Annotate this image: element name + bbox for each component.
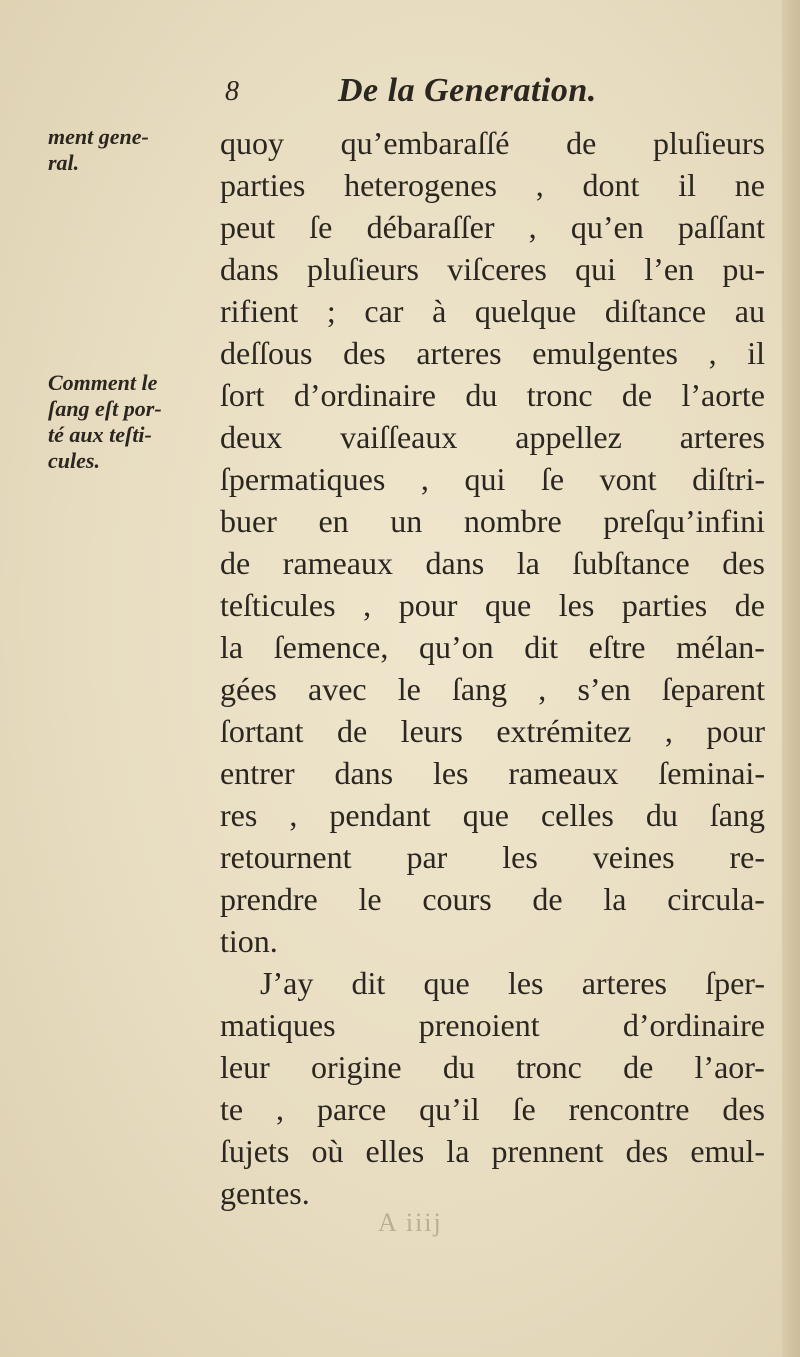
word: les <box>432 755 469 791</box>
text-line <box>220 164 765 206</box>
word: vaiſſeaux <box>340 419 458 455</box>
word: rameaux <box>282 545 393 581</box>
text-line <box>220 752 765 794</box>
word: arteres <box>416 335 502 371</box>
word: il <box>678 167 696 203</box>
word: leurs <box>400 713 463 749</box>
word: des <box>722 545 765 581</box>
word: pu- <box>722 251 765 287</box>
word: du <box>645 797 678 833</box>
word: celles <box>540 797 614 833</box>
word: dit <box>524 629 558 665</box>
word: paſſant <box>677 209 765 245</box>
margin-note-blood <box>48 370 162 474</box>
word: , <box>708 335 717 371</box>
word: s’en <box>577 671 631 707</box>
text-line <box>220 290 765 332</box>
word: de <box>220 545 251 581</box>
text-line <box>220 332 765 374</box>
word: prenoient <box>418 1007 540 1043</box>
word: ſemence, <box>273 629 389 665</box>
text-line <box>220 1088 765 1130</box>
text-line <box>220 1046 765 1088</box>
word: de <box>566 125 597 161</box>
word: mélan- <box>676 629 765 665</box>
word: d’ordinaire <box>293 377 436 413</box>
word: du <box>442 1049 475 1085</box>
word: la <box>446 1133 470 1169</box>
text-line <box>220 458 765 500</box>
running-head <box>220 72 780 122</box>
word: , <box>276 1091 285 1127</box>
word: rifient <box>220 293 299 329</box>
word: entrer <box>220 755 295 791</box>
word: tronc <box>516 1049 582 1085</box>
word: pour <box>398 587 458 623</box>
word: ; <box>326 293 336 329</box>
word: ſang <box>452 671 508 707</box>
word: viſceres <box>447 251 547 287</box>
word: deſſous <box>220 335 313 371</box>
word: qu’il <box>419 1091 480 1127</box>
word: te <box>220 1091 244 1127</box>
text-line <box>220 626 765 668</box>
word: , <box>538 671 547 707</box>
word: car <box>364 293 404 329</box>
word: ſe <box>512 1091 536 1127</box>
word: qu’embaraſſé <box>340 125 510 161</box>
word: teſticules <box>220 587 336 623</box>
text-line <box>220 206 765 248</box>
text-line <box>220 1130 765 1172</box>
word: parce <box>316 1091 387 1127</box>
word: ſeparent <box>661 671 765 707</box>
word: veines <box>592 839 675 875</box>
margin-note-line: Comment le <box>48 370 158 395</box>
word: ſubſtance <box>572 545 690 581</box>
text-line <box>220 416 765 458</box>
word: origine <box>310 1049 402 1085</box>
text-line <box>220 122 765 164</box>
word: , <box>420 461 429 497</box>
word: ſortant <box>220 713 304 749</box>
word: prennent <box>491 1133 604 1169</box>
word: d’ordinaire <box>622 1007 765 1043</box>
word: vont <box>599 461 657 497</box>
word: qui <box>575 251 616 287</box>
word: où <box>311 1133 344 1169</box>
word: qu’on <box>418 629 494 665</box>
word: de <box>337 713 368 749</box>
margin-note-line: ment gene- <box>48 124 149 149</box>
word: retournent <box>220 839 352 875</box>
word: que <box>484 587 532 623</box>
word: re- <box>729 839 765 875</box>
word: dont <box>582 167 640 203</box>
text-line <box>220 542 765 584</box>
word: emul- <box>690 1133 765 1169</box>
word: avec <box>308 671 367 707</box>
text-line <box>220 1172 765 1214</box>
word: leur <box>220 1049 270 1085</box>
word: débaraſſer <box>366 209 495 245</box>
word: tronc <box>526 377 593 413</box>
word: l’aorte <box>681 377 765 413</box>
word: des <box>625 1133 669 1169</box>
word: peut <box>220 209 276 245</box>
word: matiques <box>220 1007 336 1043</box>
word: , <box>664 713 673 749</box>
word: en <box>318 503 349 539</box>
word: pendant <box>329 797 431 833</box>
word: de <box>623 1049 654 1085</box>
word: ſe <box>540 461 565 497</box>
word: la <box>516 545 540 581</box>
text-line <box>220 836 765 878</box>
word: la <box>603 881 627 917</box>
word: tion. <box>220 923 278 959</box>
word: rameaux <box>508 755 619 791</box>
word: un <box>390 503 423 539</box>
word: arteres <box>679 419 765 455</box>
word: l’en <box>644 251 695 287</box>
word: , <box>289 797 298 833</box>
word: au <box>734 293 765 329</box>
word: le <box>358 881 382 917</box>
word: , <box>363 587 372 623</box>
word: parties <box>621 587 708 623</box>
word: des <box>722 1091 765 1127</box>
word: de <box>532 881 563 917</box>
word: dans <box>425 545 485 581</box>
word: quoy <box>220 125 284 161</box>
text-line <box>220 794 765 836</box>
word: du <box>465 377 498 413</box>
word: prendre <box>220 881 318 917</box>
word: que <box>423 965 470 1001</box>
word: il <box>747 335 765 371</box>
word: quelque <box>474 293 577 329</box>
word: pour <box>706 713 765 749</box>
word: de <box>621 377 653 413</box>
word: deux <box>220 419 283 455</box>
page-number: 8 <box>225 76 239 107</box>
word: ne <box>734 167 765 203</box>
word: , <box>528 209 537 245</box>
word: gées <box>220 671 277 707</box>
word: par <box>406 839 448 875</box>
word: dit <box>351 965 386 1001</box>
text-line <box>220 584 765 626</box>
page-edge <box>782 0 800 1357</box>
word: diſtance <box>604 293 707 329</box>
word: pluſieurs <box>306 251 419 287</box>
word: le <box>397 671 421 707</box>
word: extrémitez <box>496 713 632 749</box>
word: des <box>343 335 386 371</box>
word: les <box>558 587 595 623</box>
word: circula- <box>667 881 765 917</box>
word: buer <box>220 503 277 539</box>
text-line <box>220 878 765 920</box>
text-line <box>220 668 765 710</box>
word: les <box>507 965 544 1001</box>
text-line <box>220 1004 765 1046</box>
running-title: De la Generation. <box>338 72 597 109</box>
word: qui <box>464 461 506 497</box>
margin-note-general <box>48 124 149 176</box>
word: J’ay <box>260 965 314 1001</box>
word: nombre <box>463 503 562 539</box>
word: ſe <box>309 209 333 245</box>
word: qu’en <box>570 209 644 245</box>
word: ſang <box>709 797 765 833</box>
word: gentes. <box>220 1175 310 1211</box>
word: ſort <box>220 377 265 413</box>
word: preſqu’infini <box>603 503 765 539</box>
word: à <box>432 293 447 329</box>
word: emulgentes <box>532 335 678 371</box>
word: cours <box>422 881 492 917</box>
margin-note-line: ral. <box>48 150 80 175</box>
word: arteres <box>581 965 667 1001</box>
text-line <box>220 920 765 962</box>
word: de <box>734 587 765 623</box>
text-line <box>220 248 765 290</box>
word: ſeminai- <box>658 755 765 791</box>
word: pluſieurs <box>653 125 765 161</box>
word: dans <box>334 755 394 791</box>
text-line <box>220 710 765 752</box>
margin-note-line: cules. <box>48 448 100 473</box>
body-text <box>220 122 765 1214</box>
word: ſujets <box>220 1133 290 1169</box>
word: ſpermatiques <box>220 461 386 497</box>
word: rencontre <box>568 1091 690 1127</box>
word: eſtre <box>588 629 646 665</box>
word: heterogenes <box>344 167 497 203</box>
word: parties <box>220 167 306 203</box>
word: que <box>462 797 509 833</box>
text-line <box>220 500 765 542</box>
margin-note-line: ſang eſt por- <box>48 396 162 421</box>
word: ſper- <box>705 965 765 1001</box>
word: dans <box>220 251 279 287</box>
word: les <box>502 839 538 875</box>
word: la <box>220 629 244 665</box>
word: , <box>535 167 544 203</box>
word: res <box>220 797 258 833</box>
word: diſtri- <box>692 461 765 497</box>
text-line <box>220 962 765 1004</box>
margin-note-line: té aux teſti- <box>48 422 152 447</box>
text-line <box>220 374 765 416</box>
word: elles <box>365 1133 425 1169</box>
word: l’aor- <box>694 1049 765 1085</box>
word: appellez <box>515 419 622 455</box>
signature-mark: A iiij <box>378 1208 443 1237</box>
